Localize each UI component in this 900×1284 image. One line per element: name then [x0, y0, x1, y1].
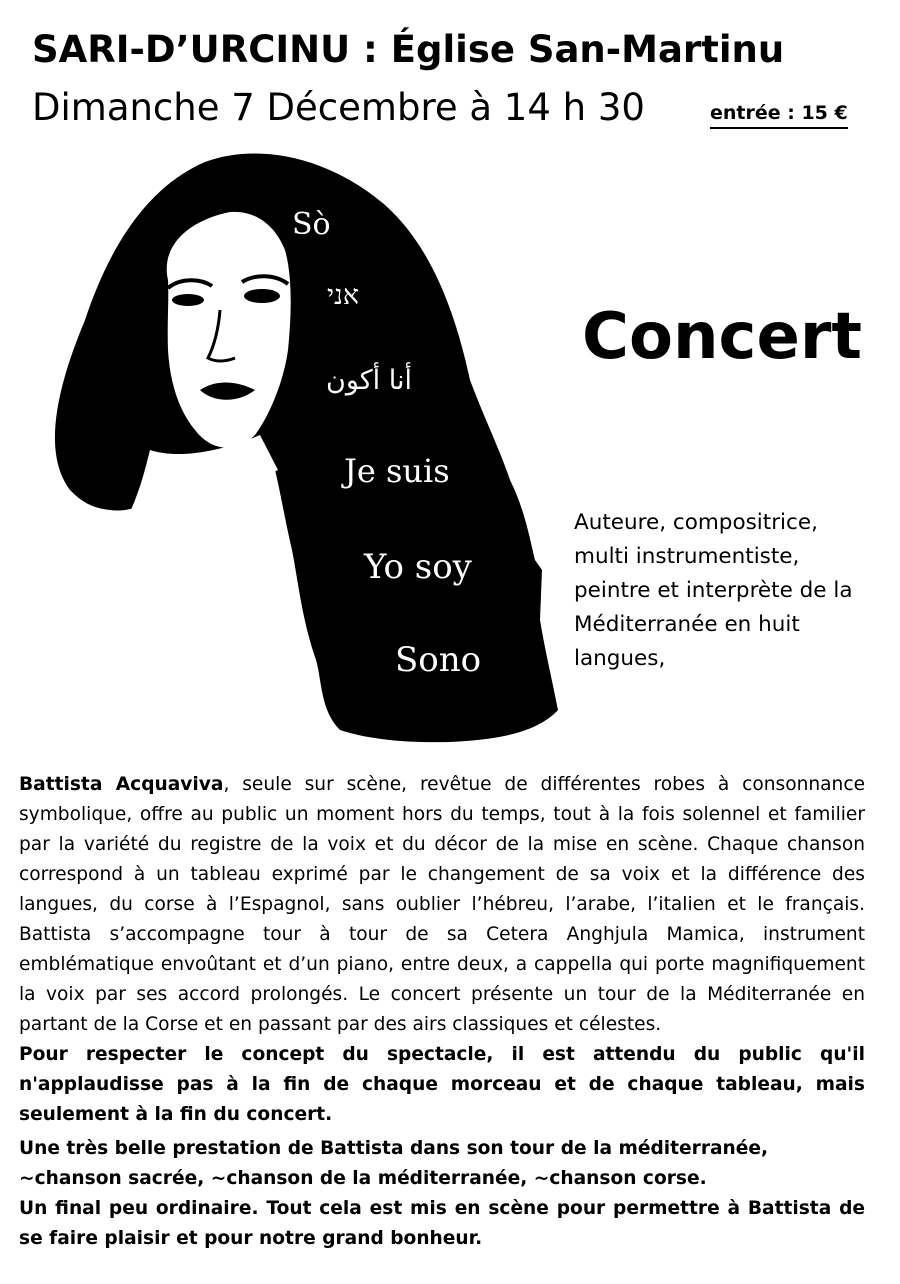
- word-corsican: Sò: [292, 207, 331, 242]
- paragraph-3-line-2: ~chanson sacrée, ~chanson de la méditerranée, ~chanson corse.: [19, 1168, 707, 1189]
- right-eye-shape: [244, 289, 280, 303]
- artist-name: Battista Acquaviva: [19, 774, 224, 795]
- event-date: Dimanche 7 Décembre à 14 h 30: [32, 86, 645, 129]
- artist-description: Auteure, compositrice, multi instrumentiste, peintre et interprète de la Méditerranée en huit langues,: [574, 510, 853, 671]
- word-italian: Sono: [395, 640, 482, 680]
- paragraph-4: Un final peu ordinaire. Tout cela est mis en scène pour permettre à Battista de se faire plaisir et pour notre grand bonheur.: [19, 1198, 865, 1249]
- paragraph-2: Pour respecter le concept du spectacle, il est attendu du public qu'il n'applaudisse pas à la fin de chaque morceau et de chaque tableau, mais seulement à la fin du concert.: [19, 1044, 865, 1125]
- paragraph-1-text: , seule sur scène, revêtue de différentes robes à consonnance symbolique, offre au public un moment hors du temps, tout à la fois solennel et familier par la variété du registre de la voix et du décor de la mise en scène. Chaque chanson correspond à un tableau exprimé par le changement de sa voix et la différence des langues, du corse à l’Espagnol, sans oublier l’hébreu, l’arabe, l’italien et le français. Battista s’accompagne tour à tour de sa Cetera Anghjula Mamica, instrument emblématique envoûtant et d’un piano, entre deux, a cappella qui porte magnifiquement la voix par ses accord prolongés. Le concert présente un tour de la Méditerranée en partant de la Corse et en passant par des airs classiques et célestes.: [19, 774, 866, 1035]
- body-text: [19, 770, 865, 1254]
- word-arabic: أنا أكون: [326, 365, 412, 396]
- concert-heading: Concert: [582, 300, 862, 374]
- paragraph-1: [19, 770, 865, 1040]
- paragraph-3-line-1: Une très belle prestation de Battista dans son tour de la méditerranée,: [19, 1138, 769, 1159]
- word-spanish: Yo soy: [364, 547, 472, 587]
- word-french: Je suis: [344, 452, 450, 490]
- word-hebrew: אני: [327, 280, 360, 311]
- left-eye-shape: [172, 294, 204, 306]
- entry-price: entrée : 15 €: [710, 102, 848, 129]
- event-location-title: SARI-D’URCINU : Église San-Martinu: [32, 28, 785, 71]
